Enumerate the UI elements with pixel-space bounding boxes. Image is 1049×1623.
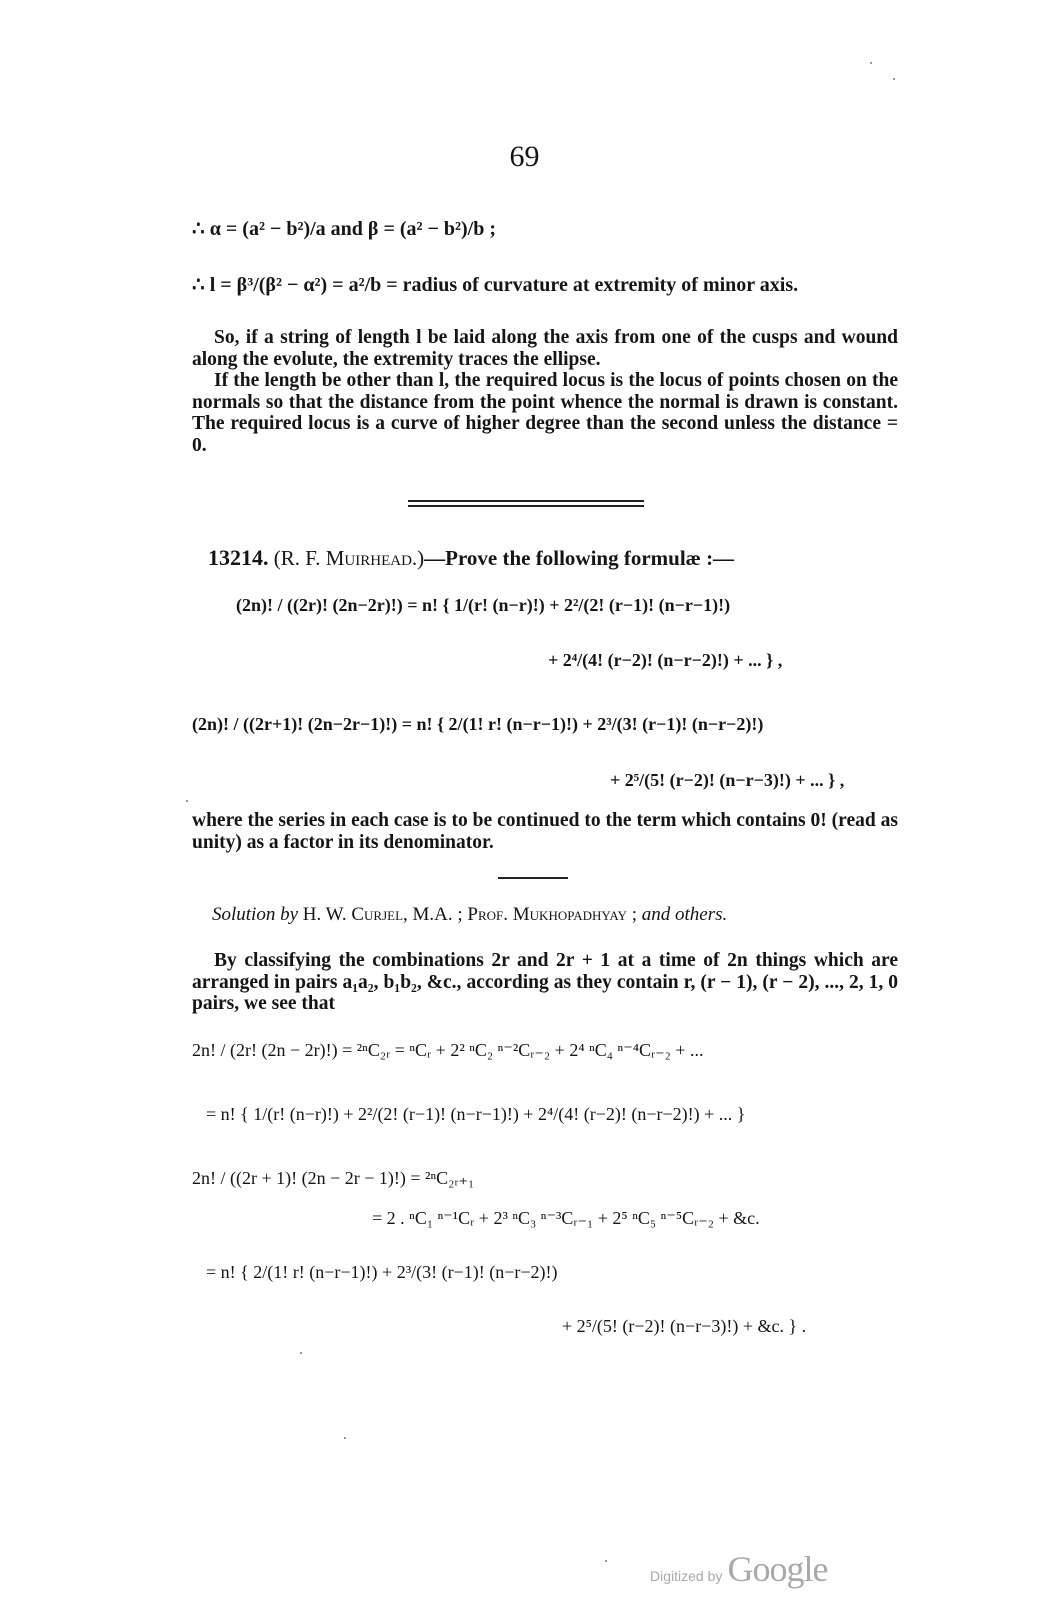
- paragraph-locus: [192, 370, 898, 456]
- problem-statement: —Prove the following formulæ :—: [424, 546, 735, 570]
- dust-speck: [893, 78, 895, 80]
- watermark-prefix: Digitized by: [650, 1568, 723, 1584]
- solution-others: and others.: [641, 904, 728, 925]
- solution-intro: [192, 950, 898, 1015]
- separator-rule: [498, 877, 568, 879]
- derivation-line-2: ∴ l = β³/(β² − α²) = a²/b = radius of curvature at extremity of minor axis.: [192, 274, 799, 296]
- dust-speck: [870, 62, 872, 64]
- double-rule-bottom: [408, 505, 644, 507]
- solution-eq-4: = 2 . ⁿC₁ ⁿ⁻¹Cᵣ + 2³ ⁿC₃ ⁿ⁻³Cᵣ₋₁ + 2⁵ ⁿC₅ ⁿ⁻⁵Cᵣ₋₂ + &c.: [372, 1208, 760, 1228]
- problem-number: 13214.: [208, 545, 269, 570]
- solution-heading: [212, 904, 727, 926]
- dust-speck: [605, 1560, 607, 1562]
- problem-heading: [208, 545, 734, 571]
- dust-speck: [344, 1437, 346, 1439]
- solution-eq-2: = n! { 1/(r! (n−r)!) + 2²/(2! (r−1)! (n−r−1)!) + 2⁴/(4! (r−2)! (n−r−2)!) + ... }: [206, 1104, 746, 1124]
- solution-authors: H. W. Curjel, M.A. ; Prof. Mukhopadhyay ;: [302, 904, 637, 925]
- problem-proposer: (R. F. Muirhead.): [273, 546, 425, 570]
- page-number: 69: [509, 140, 540, 173]
- google-watermark: [650, 1548, 827, 1590]
- google-logo: Google: [727, 1549, 828, 1589]
- dust-speck: [300, 1352, 302, 1354]
- double-rule-top: [408, 500, 644, 502]
- problem-note-text: where the series in each case is to be continued to the term which contains 0! (read as unity) as a factor in its denominator.: [192, 810, 898, 853]
- paragraph-string-evolute: [192, 327, 898, 370]
- solution-eq-1: 2n! / (2r! (2n − 2r)!) = ²ⁿC₂ᵣ = ⁿCᵣ + 2² ⁿC₂ ⁿ⁻²Cᵣ₋₂ + 2⁴ ⁿC₄ ⁿ⁻⁴Cᵣ₋₂ + ...: [192, 1040, 704, 1060]
- dust-speck: [186, 800, 188, 802]
- formula-2-line-1: (2n)! / ((2r+1)! (2n−2r−1)!) = n! { 2/(1! r! (n−r−1)!) + 2³/(3! (r−1)! (n−r−2)!): [192, 714, 764, 734]
- formula-1-line-2: + 2⁴/(4! (r−2)! (n−r−2)!) + ... } ,: [548, 650, 783, 670]
- paragraph-1-text: So, if a string of length l be laid along the axis from one of the cusps and wound along the evolute, the extremity traces the ellipse.: [192, 327, 898, 370]
- solution-eq-3: 2n! / ((2r + 1)! (2n − 2r − 1)!) = ²ⁿC₂ᵣ₊₁: [192, 1168, 475, 1188]
- paragraph-2-text: If the length be other than l, the required locus is the locus of points chosen on the normals so that the distance from the point whence the normal is drawn is constant. The required locus is a curve of higher degree than the second unless the distance = 0.: [192, 370, 898, 456]
- derivation-line-1: ∴ α = (a² − b²)/a and β = (a² − b²)/b ;: [192, 218, 497, 240]
- solution-by: Solution by: [212, 904, 299, 925]
- formula-1-line-1: (2n)! / ((2r)! (2n−2r)!) = n! { 1/(r! (n−r)!) + 2²/(2! (r−1)! (n−r−1)!): [236, 595, 731, 615]
- problem-note: [192, 810, 898, 853]
- formula-2-line-2: + 2⁵/(5! (r−2)! (n−r−3)!) + ... } ,: [610, 770, 845, 790]
- solution-eq-6: + 2⁵/(5! (r−2)! (n−r−3)!) + &c. } .: [562, 1316, 807, 1336]
- solution-eq-5: = n! { 2/(1! r! (n−r−1)!) + 2³/(3! (r−1)! (n−r−2)!): [206, 1262, 558, 1282]
- solution-intro-text: By classifying the combinations 2r and 2r + 1 at a time of 2n things which are arranged in pairs a₁a₂, b₁b₂, &c., according as they contain r, (r − 1), (r − 2), ..., 2, 1, 0 pairs, we see that: [192, 950, 898, 1014]
